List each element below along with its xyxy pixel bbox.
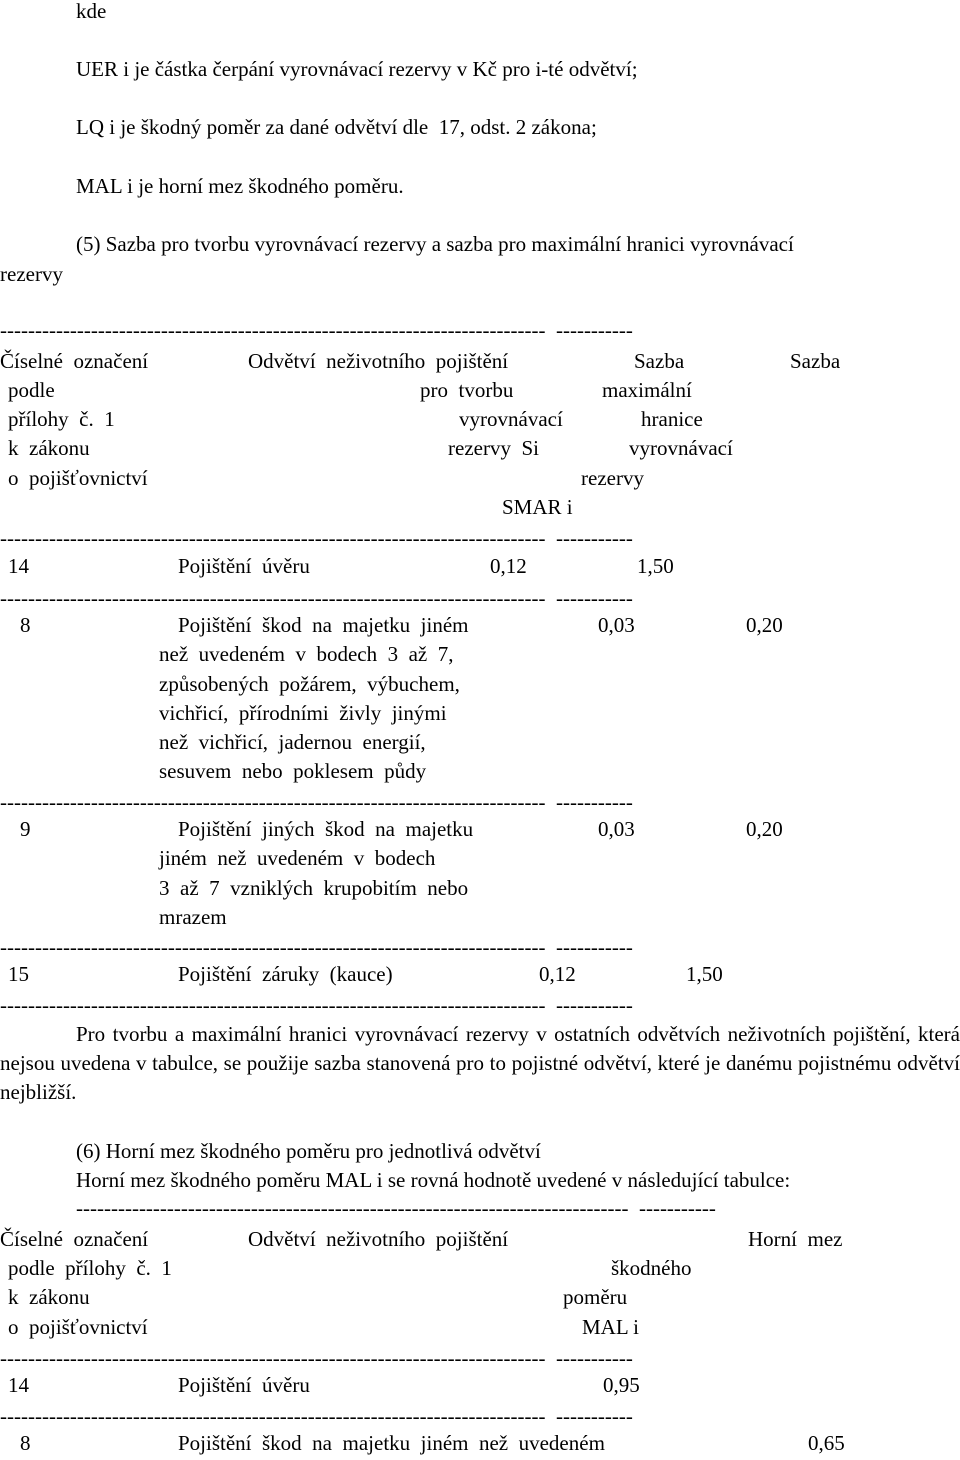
t2-row-name: Pojištění úvěru — [178, 1373, 310, 1397]
intro-kde: kde — [76, 0, 107, 23]
para6-text: Horní mez škodného poměru MAL i se rovná hodnotě uvedené v následující tabulce: — [76, 1168, 791, 1192]
t2-h-col3: Horní mez — [748, 1227, 843, 1251]
t1-row-sazba: 0,12 — [490, 554, 527, 578]
t1-h-col2: Odvětví neživotního pojištění — [248, 349, 509, 373]
para6-title: (6) Horní mez škodného poměru pro jednotlivá odvětví — [76, 1139, 541, 1163]
t1-h-col4: rezervy — [581, 466, 644, 490]
t1-row-max: 1,50 — [686, 962, 723, 986]
t1-row-sazba: 0,03 — [598, 613, 635, 637]
table1-separator: ------------------------------------------------------------------------------ ----------- — [0, 320, 633, 340]
t1-row-sazba: 0,12 — [539, 962, 576, 986]
intro-uer: UER i je částka čerpání vyrovnávací rezervy v Kč pro i-té odvětví; — [76, 57, 638, 81]
t1-h-col1: k zákonu — [8, 436, 90, 460]
t2-h-col2: Odvětví neživotního pojištění — [248, 1227, 509, 1251]
para5-line2: rezervy — [0, 262, 63, 286]
t2-row-num: 8 — [20, 1431, 31, 1455]
t1-row-name: způsobených požárem, výbuchem, — [159, 672, 460, 696]
t1-row-name: mrazem — [159, 905, 227, 929]
table2-separator: ------------------------------------------------------------------------------- ----------- — [76, 1198, 716, 1218]
table1-separator: ------------------------------------------------------------------------------ ----------- — [0, 937, 633, 957]
t2-h-col1: k zákonu — [8, 1285, 90, 1309]
t2-row-mal: 0,95 — [603, 1373, 640, 1397]
t2-h-col1: o pojišťovnictví — [8, 1315, 148, 1339]
t1-row-name: než uvedeném v bodech 3 až 7, — [159, 642, 454, 666]
t1-row-name: jiném než uvedeném v bodech — [159, 846, 436, 870]
t1-row-num: 9 — [20, 817, 31, 841]
t2-row-num: 14 — [8, 1373, 29, 1397]
t1-row-max: 0,20 — [746, 613, 783, 637]
t1-row-num: 14 — [8, 554, 29, 578]
t1-h-col3: SMAR i — [502, 495, 573, 519]
intro-mal: MAL i je horní mez škodného poměru. — [76, 174, 404, 198]
t1-row-name: než vichřicí, jadernou energií, — [159, 730, 426, 754]
t1-row-name: vichřicí, přírodními živly jinými — [159, 701, 447, 725]
table1-separator: ------------------------------------------------------------------------------ ----------- — [0, 995, 633, 1015]
t1-row-num: 15 — [8, 962, 29, 986]
t2-h-col3: poměru — [563, 1285, 628, 1309]
t2-row-mal: 0,65 — [808, 1431, 845, 1455]
t1-h-col3: Sazba — [634, 349, 685, 373]
para5-line1: (5) Sazba pro tvorbu vyrovnávací rezervy a sazba pro maximální hranici vyrovnávací — [76, 232, 794, 256]
table1-separator: ------------------------------------------------------------------------------ ----------- — [0, 528, 633, 548]
t1-row-name: Pojištění úvěru — [178, 554, 310, 578]
t1-row-name: Pojištění škod na majetku jiném — [178, 613, 469, 637]
t1-h-col1: přílohy č. 1 — [8, 407, 115, 431]
t1-h-col4: Sazba — [790, 349, 841, 373]
t1-row-name: Pojištění záruky (kauce) — [178, 962, 393, 986]
t1-row-max: 0,20 — [746, 817, 783, 841]
t1-row-max: 1,50 — [637, 554, 674, 578]
table1-separator: ------------------------------------------------------------------------------ ----------- — [0, 792, 633, 812]
t1-h-col4: hranice — [641, 407, 703, 431]
t1-h-col1: o pojišťovnictví — [8, 466, 148, 490]
t1-row-num: 8 — [20, 613, 31, 637]
t1-row-name: sesuvem nebo poklesem půdy — [159, 759, 427, 783]
t1-row-sazba: 0,03 — [598, 817, 635, 841]
t1-h-col1: podle — [8, 378, 55, 402]
note-paragraph: Pro tvorbu a maximální hranici vyrovnávací rezervy v ostatních odvětvích neživotních pojištění, která nejsou uvedena v tabulce, se použije sazba stanovená pro to pojistné odvětví, které je danému pojistnému odvětví nejbližší. — [0, 1022, 960, 1104]
table2-separator: ------------------------------------------------------------------------------ ----------- — [0, 1406, 633, 1426]
table1-separator: ------------------------------------------------------------------------------ ----------- — [0, 588, 633, 608]
table2-separator: ------------------------------------------------------------------------------ ----------- — [0, 1348, 633, 1368]
t1-h-col1: Číselné označení — [0, 349, 149, 373]
t1-h-col3: pro tvorbu — [420, 378, 514, 402]
t2-h-col3: škodného — [611, 1256, 692, 1280]
t1-h-col4: maximální — [602, 378, 692, 402]
t2-h-col3: MAL i — [582, 1315, 639, 1339]
t2-h-col1: Číselné označení — [0, 1227, 149, 1251]
t1-h-col4: vyrovnávací — [629, 436, 733, 460]
t1-h-col3: vyrovnávací — [459, 407, 563, 431]
t1-h-col3: rezervy Si — [448, 436, 539, 460]
intro-lq: LQ i je škodný poměr za dané odvětví dle 17, odst. 2 zákona; — [76, 115, 597, 139]
t1-row-name: Pojištění jiných škod na majetku — [178, 817, 474, 841]
t2-row-name: Pojištění škod na majetku jiném než uvedeném — [178, 1431, 605, 1455]
t2-h-col1: podle přílohy č. 1 — [8, 1256, 172, 1280]
t1-row-name: 3 až 7 vzniklých krupobitím nebo — [159, 876, 469, 900]
